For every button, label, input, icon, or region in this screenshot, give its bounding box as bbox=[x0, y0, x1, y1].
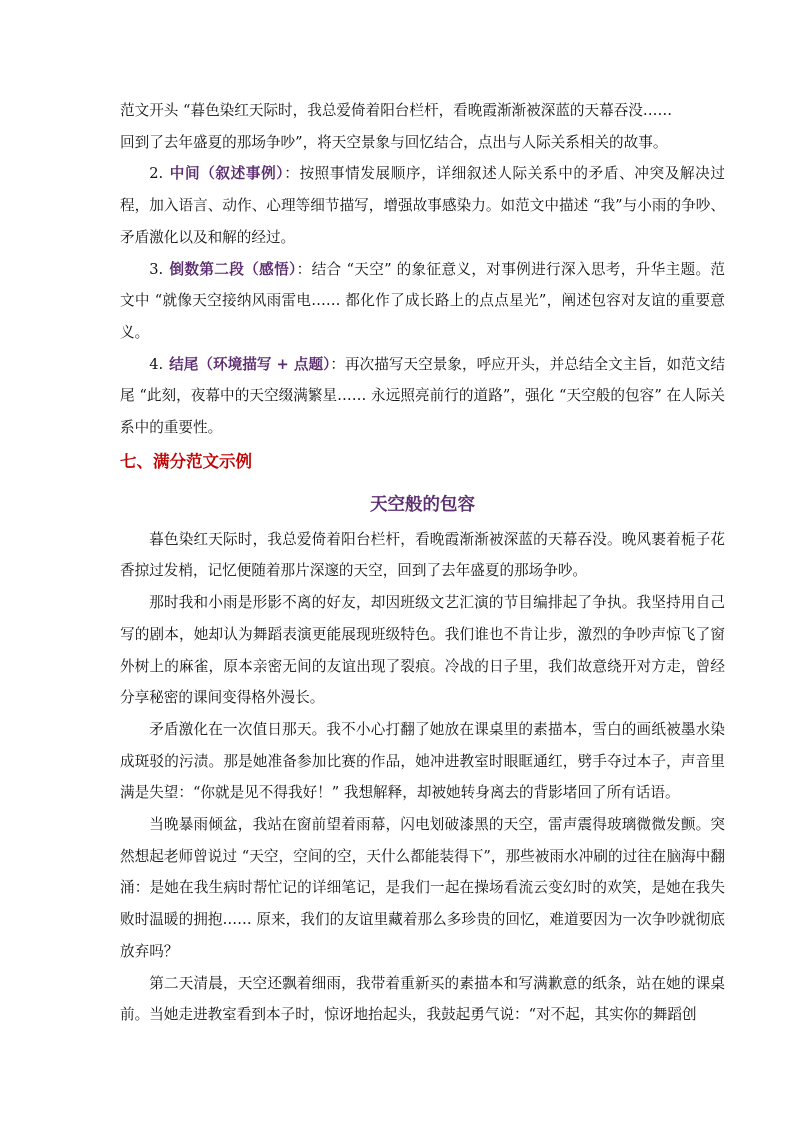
item-label: 中间（叙述事例） bbox=[169, 165, 285, 183]
item-label: 结尾（环境描写 + 点题） bbox=[169, 355, 331, 373]
item-text: ：再次描写天空景象，呼应开头，并总结全文主旨，如范文结尾 “此刻，夜幕中的天空缀满繁星…… 永远照亮前行的道路”，强化 “天空般的包容” 在人际关系中的重要性。 bbox=[120, 355, 725, 437]
intro-line: 范文开头 “暮色染红天际时，我总爱倚着阳台栏杆，看晚霞渐渐被深蓝的天幕吞没…… bbox=[120, 102, 673, 119]
intro-line: 回到了去年盛夏的那场争吵”，将天空景象与回忆结合，点出与人际关系相关的故事。 bbox=[120, 133, 668, 151]
essay-title: 天空般的包容 bbox=[370, 494, 475, 515]
section-heading: 七、满分范文示例 bbox=[120, 451, 252, 471]
document-body bbox=[120, 95, 725, 1031]
item-number: 2. bbox=[149, 165, 164, 183]
item-text: ：结合 “天空” 的象征意义，对事例进行深入思考，升华主题。范文中 “就像天空接纳风雨雷电…… 都化作了成长路上的点点星光”，阐述包容对友谊的重要意义。 bbox=[120, 260, 725, 341]
essay-paragraph: 当晚暴雨倾盆，我站在窗前望着雨幕，闪电划破漆黑的天空，雷声震得玻璃微微发颤。突然想起老师曾说过 “天空，空间的空，天什么都能装得下”，那些被雨水冲刷的过往在脑海中翻涌：是她在我生病时帮忙记的详细笔记，是我们一起在操场看流云变幻时的欢笑，是她在我失败时温暖的拥抱…… 原来，我们的友谊里藏着那么多珍贵的回忆，难道要因为一次争吵就彻底放弃吗？ bbox=[120, 816, 725, 960]
structure-item-3 bbox=[120, 254, 725, 349]
structure-item-2 bbox=[120, 158, 725, 253]
essay-paragraph: 第二天清晨，天空还飘着细雨，我带着重新买的素描本和写满歉意的纸条，站在她的课桌前。当她走进教室看到本子时，惊讶地抬起头，我鼓起勇气说：“对不起，其实你的舞蹈创 bbox=[120, 974, 725, 1024]
essay-paragraph: 矛盾激化在一次值日那天。我不小心打翻了她放在课桌里的素描本，雪白的画纸被墨水染成斑驳的污渍。那是她准备参加比赛的作品，她冲进教室时眼眶通红，劈手夺过本子，声音里满是失望：“你就是见不得我好！” 我想解释，却被她转身离去的背影堵回了所有话语。 bbox=[120, 720, 725, 802]
essay-paragraph: 暮色染红天际时，我总爱倚着阳台栏杆，看晚霞渐渐被深蓝的天幕吞没。晚风裹着栀子花香掠过发梢，记忆便随着那片深邃的天空，回到了去年盛夏的那场争吵。 bbox=[120, 530, 725, 580]
item-text: ：按照事情发展顺序，详细叙述人际关系中的矛盾、冲突及解决过程，加入语言、动作、心理等细节描写，增强故事感染力。如范文中描述 “我”与小雨的争吵、矛盾激化以及和解的经过。 bbox=[120, 165, 725, 246]
item-label: 倒数第二段（感悟） bbox=[169, 260, 297, 278]
item-number: 4. bbox=[149, 355, 164, 373]
structure-item-4 bbox=[120, 349, 725, 444]
essay-paragraph: 那时我和小雨是形影不离的好友，却因班级文艺汇演的节目编排起了争执。我坚持用自己写的剧本，她却认为舞蹈表演更能展现班级特色。我们谁也不肯让步，激烈的争吵声惊飞了窗外树上的麻雀，原本亲密无间的友谊出现了裂痕。冷战的日子里，我们故意绕开对方走，曾经分享秘密的课间变得格外漫长。 bbox=[120, 594, 725, 707]
item-number: 3. bbox=[149, 260, 164, 278]
